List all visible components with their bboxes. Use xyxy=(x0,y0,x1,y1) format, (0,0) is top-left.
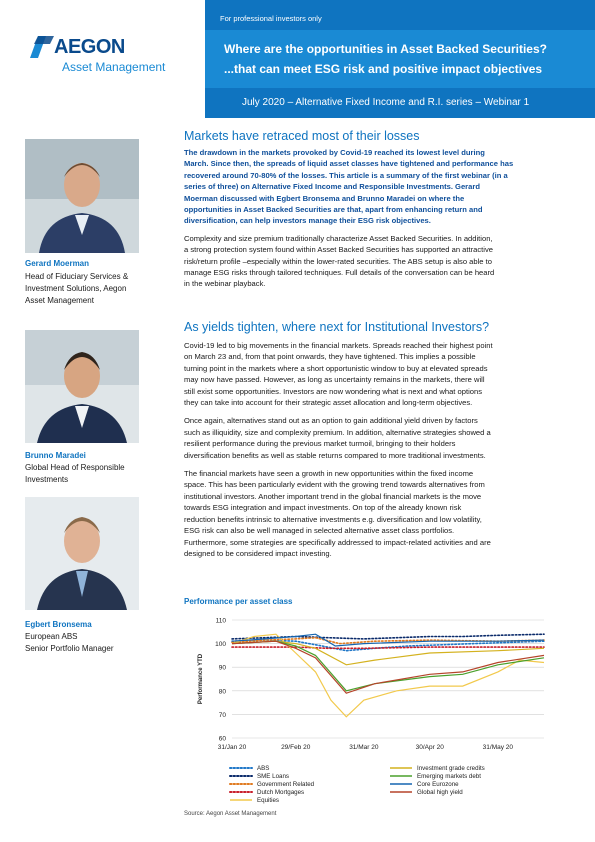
page-title-line2: ...that can meet ESG risk and positive impact objectives xyxy=(224,62,543,76)
y-tick-label: 70 xyxy=(218,711,226,719)
y-axis-label: Performance YTD xyxy=(198,653,204,705)
performance-chart xyxy=(184,612,554,808)
legend-label: Equities xyxy=(257,797,280,805)
person-role: Head of Fiduciary Services & Investment Solutions, Aegon Asset Management xyxy=(25,272,129,305)
body-paragraph: The financial markets have seen a growth in new opportunities within the fixed income space. This has been particularly evident with the growing trend towards alternatives from institutional investors. Another important trend in the global financial markets is the move towards ESG integration and impact investments. On top of the already known risk reduction benefits intrinsic to alternative investments e.g. diversification and low volatility, ESG risk can also be well managed in selected alternative asset class portfolios. Furthermore, some strategies are specifically addressed to impact-related activities and are designed to be considered impact investing. xyxy=(184,469,491,558)
legend-label: Global high yield xyxy=(417,789,463,797)
logo-wordmark: AEGON xyxy=(54,36,125,58)
legend-label: Emerging markets debt xyxy=(417,773,481,781)
logo-subtitle: Asset Management xyxy=(62,60,166,74)
body-paragraph: Covid-19 led to big movements in the financial markets. Spreads reached their highest point on March 23 and, from that point onwards, they have tightened. This implies a possible turning point in the markets where a short opportunistic window to buy at elevated spreads may now have passed. However, as long as uncertainty remains in the markets, there will still exist some opportunities. Investors are now wondering what is next and what options they can take into account for their strategic asset allocation and long-term objectives. xyxy=(184,341,493,408)
chart-heading: Performance per asset class xyxy=(184,597,293,606)
lead-paragraph: The drawdown in the markets provoked by Covid-19 reached its lowest level during March. Since then, the spreads of liquid asset classes have tightened and performance has recovered around 70-80% of the losses. This article is a summary of the first webinar (in a series of three) on Alternative Fixed Income and Responsible Investments. Gerard Moerman discussed with Egbert Bronsema and Brunno Maradei on where the opportunities in Asset Backed Securities are that, apart from enhancing return and diversification, can help investors manage their ESG risk objectives. xyxy=(184,148,514,226)
section-markets xyxy=(184,129,559,290)
x-tick-label: 29/Feb 20 xyxy=(281,744,311,751)
series-line-dutch-mortgages xyxy=(232,647,544,648)
legend-label: Dutch Mortgages xyxy=(257,789,305,797)
page-title-line1: Where are the opportunities in Asset Backed Securities? xyxy=(224,42,547,56)
legend-label: ABS xyxy=(257,765,270,773)
x-tick-label: 31/Jan 20 xyxy=(217,744,247,751)
legend-label: Investment grade credits xyxy=(417,765,485,773)
series-line-emerging-markets-debt xyxy=(232,641,544,691)
body-paragraph: Complexity and size premium traditionally characterize Asset Backed Securities. In addition, a strong protection system found within Asset Backed Securities has supported an attractive risk/return profile –especially within the lower-rated securities. The ABS setup is also able to manage ESG risks through tailored techniques. Full details of the conversation can be heard in the webinar playback. xyxy=(184,233,495,289)
series-line-investment-grade-credits xyxy=(232,641,544,665)
photo-egbert-bronsema xyxy=(25,497,139,610)
y-tick-label: 110 xyxy=(215,617,226,625)
legend-label: SME Loans xyxy=(257,773,289,781)
section-yields xyxy=(184,320,559,559)
x-tick-label: 31/May 20 xyxy=(482,744,514,751)
body-paragraph: Once again, alternatives stand out as an option to gain additional yield driven by factors such as illiquidity, size and complexity premium. In addition, alternative strategies showed a resilient performance during the previous market turmoil, bringing to their holders diversification benefits as well as stable returns compared to more traditional investments. xyxy=(184,416,491,460)
section-heading: As yields tighten, where next for Institutional Investors? xyxy=(184,320,490,334)
person-name: Brunno Maradei xyxy=(25,451,86,460)
legend-label: Government Related xyxy=(257,781,315,789)
y-tick-label: 100 xyxy=(215,641,226,649)
legend-label: Core Eurozone xyxy=(417,781,459,789)
source-note: Source: Aegon Asset Management xyxy=(184,811,277,817)
person-role: European ABS Senior Portfolio Manager xyxy=(25,632,114,653)
audience-tag: For professional investors only xyxy=(220,14,322,23)
photo-brunno-maradei xyxy=(25,330,139,443)
person-name: Gerard Moerman xyxy=(25,259,90,268)
person-name: Egbert Bronsema xyxy=(25,620,92,629)
series-label: July 2020 – Alternative Fixed Income and R.I. series – Webinar 1 xyxy=(242,97,530,108)
y-tick-label: 60 xyxy=(218,735,226,743)
x-tick-label: 31/Mar 20 xyxy=(349,744,379,751)
section-heading: Markets have retraced most of their losses xyxy=(184,129,420,143)
x-tick-label: 30/Apr 20 xyxy=(415,744,444,751)
photo-gerard-moerman xyxy=(25,139,139,253)
y-tick-label: 80 xyxy=(218,688,226,696)
person-role: Global Head of Responsible Investments xyxy=(25,463,125,484)
y-tick-label: 90 xyxy=(218,664,226,672)
